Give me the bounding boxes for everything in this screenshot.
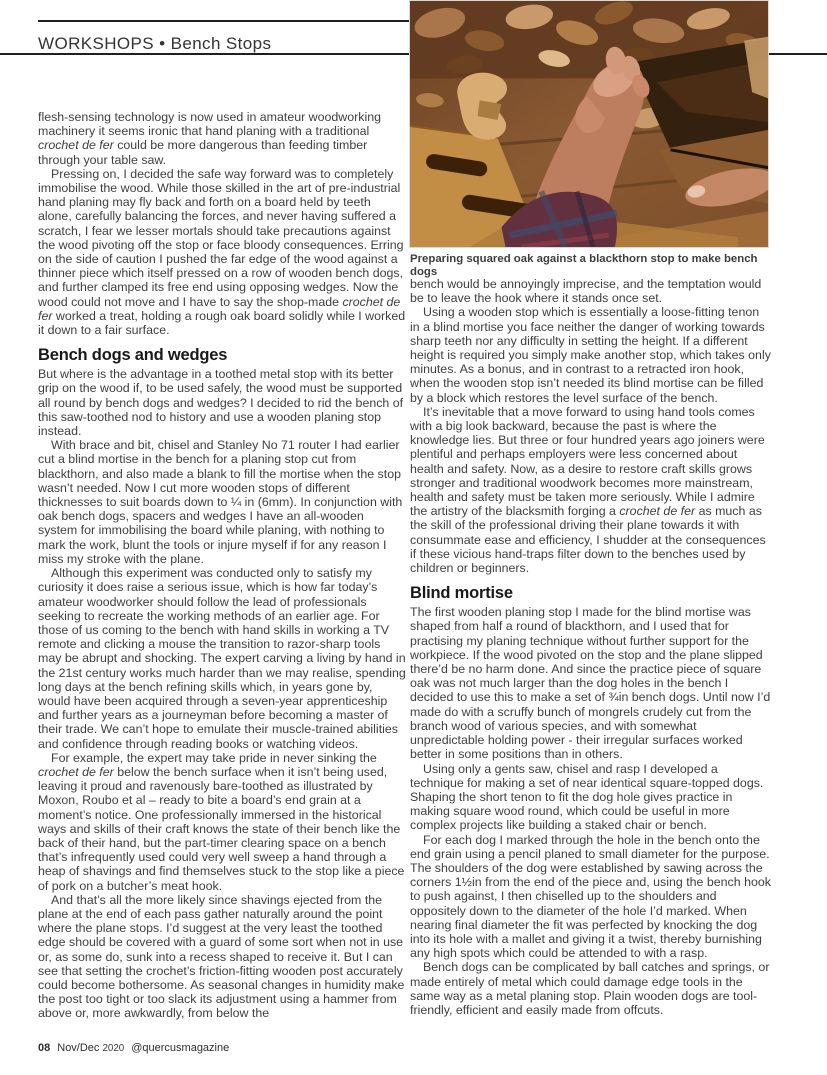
page-header: WORKSHOPS • Bench Stops bbox=[38, 34, 272, 53]
paragraph: flesh-sensing technology is now used in amateur woodworking machinery it seems ironic that hand planing with a traditional crochet de fer could be more dangerous than feeding timber through your table saw. bbox=[38, 110, 381, 167]
issue-year: 2020 bbox=[102, 1043, 125, 1054]
paragraph: For example, the expert may take pride in never sinking the crochet de fer below the bench surface when it isn’t being used, leaving it proud and ravenously bare-toothed as illustrated by Moxon, Roubo et al – ready to bite a board’s end grain at a moment’s notice. One professionally immersed in the historical ways and skills of their craft knows the state of their bench like the back of their hand, but the part-timer clearing space on a bench that’s infrequently used could very well sweep a hand through a heap of shavings and find themselves stuck to the stop like a piece of pork on a butcher’s meat hook. bbox=[38, 750, 405, 893]
section-heading: Bench dogs and wedges bbox=[38, 346, 228, 365]
issue-month: Nov/Dec bbox=[57, 1042, 100, 1054]
magazine-handle: @quercusmagazine bbox=[131, 1042, 230, 1054]
page-footer bbox=[38, 1042, 438, 1054]
paragraph: It’s inevitable that a move forward to using hand tools comes with a big look backward, because the past is where the knowledge lies. But three or four hundred years ago joiners were plentiful and perhaps employers were less concerned about health and safety. Now, as a desire to restore craft skills grows stronger and traditional woodwork becomes more mainstream, health and safety must be taken more seriously. While I admire the artistry of the blacksmith forging a crochet de fer as much as the skill of the professional driving their plane towards it with consummate ease and efficiency, I shudder at the consequences if these vicious hand-traps filter down to the benches used by children or beginners. bbox=[410, 404, 766, 576]
paragraph: bench would be annoyingly imprecise, and the temptation would be to leave the hook where it stands once set. bbox=[410, 277, 762, 306]
left-column bbox=[38, 110, 406, 1050]
photo-illustration bbox=[410, 1, 768, 247]
header-rule-bottom bbox=[0, 53, 409, 55]
paragraph: Bench dogs can be complicated by ball catches and springs, or made entirely of metal which could damage edge tools in the same way as a metal planing stop. Plain wooden dogs are tool-friendly, efficient and easily made from offcuts. bbox=[410, 960, 770, 1017]
paragraph: But where is the advantage in a toothed metal stop with its better grip on the wood if, to be used safely, the wood must be supported all round by bench dogs and wedges? I decided to rid the bench of this saw-toothed nod to history and use a wooden planing stop instead. bbox=[38, 367, 404, 439]
page-number: 08 bbox=[38, 1042, 51, 1054]
paragraph: And that’s all the more likely since shavings ejected from the plane at the end of each pass gather naturally around the point where the plane stops. I’d suggest at the very least the toothed edge should be covered with a guard of some sort when not in use or, as some do, sunk into a recess shaped to receive it. But I can see that setting the crochet’s friction-fitting wooden post accurately could become bothersome. As seasonal changes in humidity make the post too tight or too slack its adjustment using a hammer from above or, more awkwardly, from below the bbox=[38, 892, 405, 1021]
paragraph: Pressing on, I decided the safe way forward was to completely immobilise the wood. While those skilled in the art of pre-industrial hand planing may fly back and forth on a board held by teeth alone, carefully balancing the forces, and never having suffered a scratch, I fear we lesser mortals should take precautions against the wood pivoting off the stop or face bloody consequences. Erring on the side of caution I pushed the far edge of the wood against a thinner piece which itself pressed on a row of wooden bench dogs, and further clamped its free end using opposing wedges. Now the wood could not move and I have to say the shop-made crochet de fer worked a treat, holding a rough oak board solidly while I worked it down to a fair surface. bbox=[38, 166, 406, 338]
paragraph: Using a wooden stop which is essentially a loose-fitting tenon in a blind mortise you face neither the danger of working towards sharp teeth nor any difficulty in setting the height. If a different height is required you simply make another stop, which takes only minutes. As a bonus, and in contrast to a retracted iron hook, when the wooden stop isn’t needed its blind mortise can be filled by a block which restores the level surface of the bench. bbox=[410, 305, 771, 405]
paragraph: For each dog I marked through the hole in the bench onto the end grain using a pencil planed to small diameter for the purpose. The shoulders of the dog were established by sawing across the corners 1½in from the end of the piece and, using the bench hook to push against, I then chiselled up to the shoulders and oppositely down to the diameter of the hole I’d marked. When nearing final diameter the fit was perfected by knocking the dog into its hole with a mallet and giving it a twist, thereby burnishing any high spots which could be attended to with a rasp. bbox=[410, 832, 771, 961]
paragraph: Using only a gents saw, chisel and rasp I developed a technique for making a set of near identical square-topped dogs. Shaping the short tenon to fit the dog hole gives practice in making square wood round, which could be useful in more complex projects like building a staked chair or bench. bbox=[410, 761, 764, 833]
section-heading: Blind mortise bbox=[410, 584, 513, 603]
article-photo bbox=[409, 0, 769, 248]
header-rule-top bbox=[38, 20, 409, 22]
paragraph: With brace and bit, chisel and Stanley No 71 router I had earlier cut a blind mortise in the bench for a planing stop cut from blackthorn, and also made a blank to fill the mortise when the stop wasn’t needed. Now I cut more wooden stops of different thicknesses to suit boards down to ¼ in (6mm). In conjunction with oak bench dogs, spacers and wedges I have an all-wooden system for immobilising the board while planing, with nothing to mark the work, blunt the tools or injure myself if for any reason I miss my stroke with the plane. bbox=[38, 438, 403, 566]
right-column bbox=[410, 277, 772, 1037]
photo-caption: Preparing squared oak against a blackthorn stop to make bench dogs bbox=[410, 253, 758, 278]
paragraph: Although this experiment was conducted only to satisfy my curiosity it does raise a serious issue, which is how far today’s amateur woodworker should follow the lead of professionals seeking to recreate the working methods of an earlier age. For those of us coming to the bench with hand skills in working a TV remote and clicking a mouse the transition to razor-sharp tools may be abrupt and shocking. The expert carving a living by hand in the 21st century works much harder than we may realise, spending long days at the bench refining skills which, in years gone by, would have been acquired through a seven-year apprenticeship and further years as a journeyman before becoming a master of their trade. We can’t hope to emulate their muscle-trained abilities and confidence through reading books or watching videos. bbox=[38, 566, 406, 751]
header-rule-right-segment bbox=[769, 53, 827, 55]
paragraph: The first wooden planing stop I made for the blind mortise was shaped from half a round of blackthorn, and I used that for practising my planing technique without further support for the workpiece. If the wood pivoted on the stop and the plane slipped there’d be no harm done. And since the practice piece of square oak was not much larger than the dog holes in the bench I decided to use this to make a set of ¾in bench dogs. Until now I’d made do with a scruffy bunch of mongrels crudely cut from the branch wood of various species, and with somewhat unpredictable holding power - their irregular surfaces worked better in some positions than in others. bbox=[410, 605, 771, 762]
